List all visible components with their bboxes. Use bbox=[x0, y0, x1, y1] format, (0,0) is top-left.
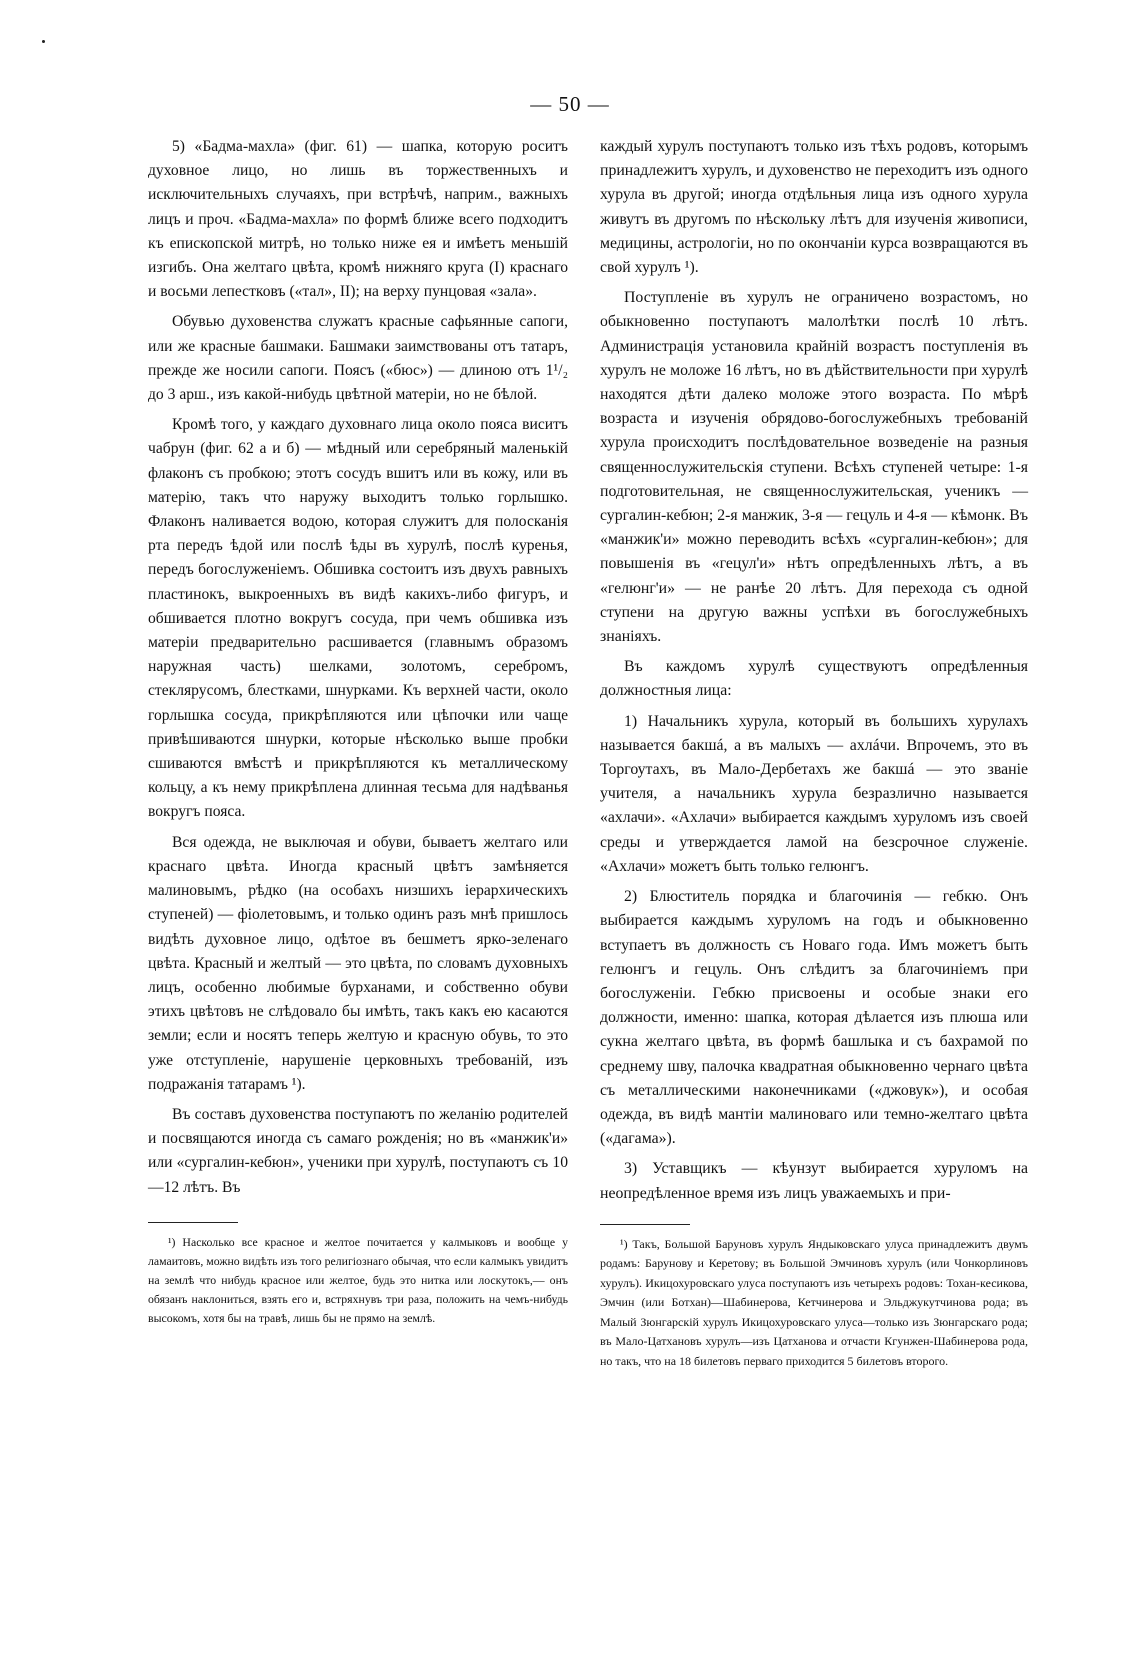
paragraph-badma-makhla: 5) «Бадма-махла» (фиг. 61) — шапка, которую роситъ духовное лицо, но лишь въ торжественныхъ и исключительныхъ случаяхъ, при встрѣчѣ, наприм., важныхъ лицъ и проч. «Бадма-махла» по формѣ ближе всего подходитъ къ епископской митрѣ, но только ниже ея и имѣетъ меньшій изгибъ. Она желтаго цвѣта, кромѣ нижняго круга (I) краснаго и восьми лепестковъ («тал», II); на верху пунцовая «зала». bbox=[148, 138, 568, 301]
paragraph-continuation: каждый хурулъ поступаютъ только изъ тѣхъ родовъ, которымъ принадлежитъ хурулъ, и духовенство не переходитъ изъ одного хурула въ другой; иногда отдѣльныя лица изъ одного хурула живутъ въ другомъ по нѣскольку лѣтъ для изученія живописи, медицины, астрологіи, но по окончаніи курса возвращаются въ свой хурулъ ¹). bbox=[600, 138, 1028, 277]
footnote-divider bbox=[148, 1222, 238, 1223]
left-column bbox=[148, 135, 568, 1328]
paragraph-gebkyu: 2) Блюститель порядка и благочинія — гебкю. Онъ выбирается каждымъ хуруломъ на годъ и обыкновенно вступаетъ въ должность съ Новаго года. Имъ можетъ быть гелюнгъ и гецуль. Онъ слѣдитъ за благочиніемъ при богослуженіи. Гебкю присвоены и особые знаки его должности, именно: шапка, которая дѣлается изъ плюша или сукна желтаго цвѣта, въ формѣ башлыка и съ бахрамой по среднему шву, палочка квадратная обыкновенно чернаго цвѣта съ металлическими наконечниками («джовук»), и особая одежда, въ видѣ мантіи малиноваго или темно-желтаго цвѣта («дагама»). bbox=[600, 888, 1028, 1148]
footnote-divider bbox=[600, 1224, 690, 1225]
paragraph-clothing-colors: Вся одежда, не выключая и обуви, бываетъ желтаго или краснаго цвѣта. Иногда красный цвѣтъ замѣняется малиновымъ, рѣдко (на особахъ низшихъ іерархическихъ ступеней) — фіолетовымъ, и только одинъ разъ мнѣ пришлось видѣть духовное лицо, одѣтое въ бешметъ ярко-зеленаго цвѣта. Красный и желтый — это цвѣта, по словамъ духовныхъ лицъ, особенно любимые бурханами, и собственно обуви этихъ цвѣтовъ не слѣдовало бы имѣть, такъ какъ ею касаются земли; если и носятъ теперь желтую и красную обувь, то это уже отступленіе, нарушеніе церковныхъ требованій, изъ подражанія татарамъ ¹). bbox=[148, 833, 568, 1093]
paragraph-head-of-khurul: 1) Начальникъ хурула, который въ большихъ хурулахъ называется бакшá, а въ малыхъ — ахлáчи. Впрочемъ, это въ Торгоутахъ, въ Мало-Дербетахъ же бакшá — это званіе учителя, а начальникъ хурула безразлично называется «ахлачи». «Ахлачи» выбирается каждымъ хуруломъ изъ своей среды и утверждается ламой на безсрочное служеніе. «Ахлачи» можетъ быть только гелюнгъ. bbox=[600, 712, 1028, 875]
paragraph-admission-age: Поступленіе въ хурулъ не ограничено возрастомъ, но обыкновенно поступаютъ малолѣтки послѣ 10 лѣтъ. Администрація установила крайній возрастъ поступленія въ хурулъ не моложе 16 лѣтъ, но въ дѣйствительности при хурулѣ находятся дѣти далеко моложе этого возраста. По мѣрѣ возраста и изученія обрядово-богослужебныхъ требованій хурула происходитъ послѣдовательное возведеніе на разныя священнослужительскія ступени. Всѣхъ ступеней четыре: 1-я подготовительная, не священнослужительская, ученикъ — сургалин-кебюн; 2-я манжик, 3-я — гецуль и 4-я — кѣмонк. Въ «манжик'и» можно переводить всѣхъ «сургалин-кебюн»; для повышенія въ «гецул'и» нѣтъ опредѣленныхъ лѣтъ, а въ «гелюнг'и» — не ранѣе 20 лѣтъ. Для перехода съ одной ступени на другую важны успѣхи въ богослужебныхъ знаніяхъ. bbox=[600, 289, 1028, 646]
footnote-right: ¹) Такъ, Большой Баруновъ хурулъ Яндыковскаго улуса принадлежитъ двумъ родамъ: Барунову и Керетову; въ Большой Эмчиновъ хурулъ (или Чонкорлиновъ хурулъ). Икицохуровскаго улуса поступаютъ изъ четырехъ родовъ: Тохан-кесикова, Эмчин (или Ботхан)—Шабинерова, Кетчинерова и Эльджукутчинова рода; въ Малый Зюнгарскій хурулъ Икицохуровскаго улуса—только изъ Зюнгарскаго рода; въ Мало-Цатхановъ хурулъ—изъ Цатханова и отчасти Кгунжен-Шабинерова рода, но такъ, что на 18 билетовъ перваго приходится 5 билетовъ второго. bbox=[600, 1236, 1028, 1368]
paragraph-chabrun: Кромѣ того, у каждаго духовнаго лица около пояса виситъ чабрун (фиг. 62 а и б) — мѣдный или серебряный маленькій флаконъ съ пробкою; этотъ сосудъ вшитъ или въ кожу, или въ матерію, такъ что наружу выходитъ только горлышко. Флаконъ наливается водою, которая служитъ для полосканія рта передъ ѣдой или послѣ ѣды въ хурулѣ, послѣ куренья, передъ богослуженіемъ. Обшивка состоитъ изъ двухъ равныхъ пластинокъ, выкроенныхъ въ видѣ какихъ-либо фигуръ, и обшивается плотно вокругъ сосуда, при чемъ обшивка изъ матеріи предварительно расшивается (главнымъ образомъ наружная часть) шелками, золотомъ, серебромъ, стеклярусомъ, блестками, шнурками. Къ верхней части, около горлышка сосуда, прикрѣпляются или цѣпочки или чаще привѣшиваются шнурки, которые нѣсколько выше пробки сшиваются вмѣстѣ и прикрѣпляются къ металлическому кольцу, а къ нему прикрѣплена длинная тесьма для надѣванья вокругъ пояса. bbox=[148, 416, 568, 821]
paragraph-footwear: Обувью духовенства служатъ красные сафьянные сапоги, или же красные башмаки. Башмаки заимствованы отъ татаръ, прежде же носили сапоги. Поясъ («бюс») — длиною отъ 1¹/₂ до 3 арш., изъ какой-нибудь цвѣтной матеріи, но не бѣлой. bbox=[148, 313, 568, 404]
page-number: — 50 — bbox=[530, 92, 610, 116]
footnote-left: ¹) Насколько все красное и желтое почитается у калмыковъ и вообще у ламаитовъ, можно видѣть изъ того религіознаго обычая, что если калмыкъ увидитъ на землѣ что нибудь красное или желтое, будь это нитка или лоскутокъ,— онъ обязанъ наклониться, взять его и, встряхнувъ три раза, положить на чемъ-нибудь высокомъ, хотя бы на травѣ, лишь бы не прямо на землѣ. bbox=[148, 1234, 568, 1325]
right-column bbox=[600, 135, 1028, 1371]
paragraph-officials-intro: Въ каждомъ хурулѣ существуютъ опредѣленныя должностныя лица: bbox=[600, 658, 1028, 700]
paragraph-ustavshchik: 3) Уставщикъ — кѣунзут выбирается хуруломъ на неопредѣленное время изъ лицъ уважаемыхъ и при- bbox=[600, 1160, 1028, 1202]
paragraph-clergy-entry: Въ составъ духовенства поступаютъ по желанію родителей и посвящаются иногда съ самаго рожденія; но въ «манжик'и» или «сургалин-кебюн», ученики при хурулѣ, поступаютъ съ 10—12 лѣтъ. Въ bbox=[148, 1105, 568, 1196]
scan-speck bbox=[42, 40, 45, 43]
